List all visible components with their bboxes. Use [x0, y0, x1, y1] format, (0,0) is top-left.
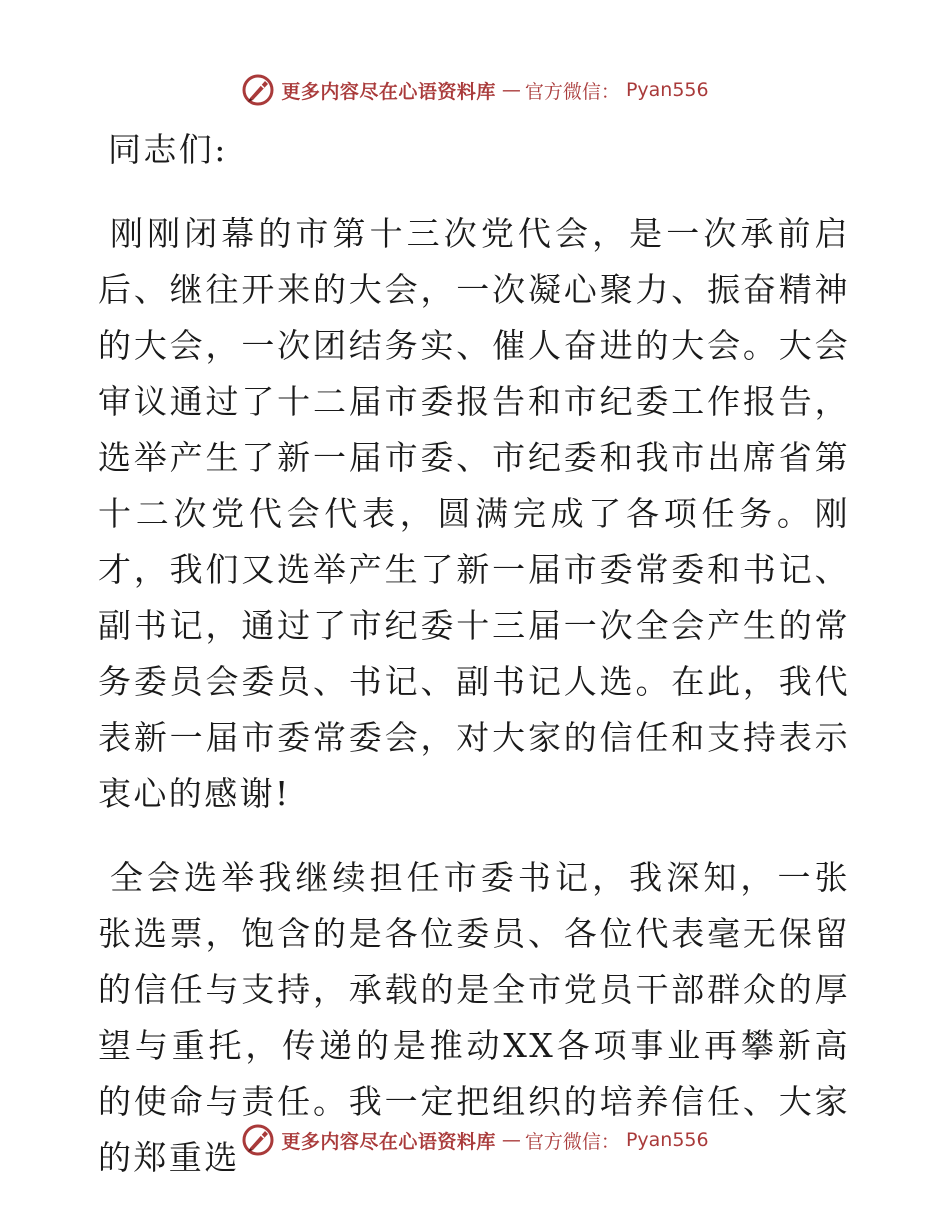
salutation: 同志们: [108, 130, 228, 169]
banner-separator: — [501, 1129, 519, 1151]
banner-contact-label: 官方微信： [524, 80, 620, 103]
quill-pen-logo-icon [241, 73, 275, 107]
header-banner [0, 70, 950, 110]
paragraph-1: 刚刚闭幕的市第十三次党代会，是一次承前启后、继往开来的大会，一次凝心聚力、振奋精神的大会，一次团结务实、催人奋进的大会。大会审议通过了十二届市委报告和市纪委工作报告，选举产生了新一届市委、市纪委和我市出席省第十二次党代会代表，圆满完成了各项任务。刚才，我们又选举产生了新一届市委常委和书记、副书记，通过了市纪委十三届一次全会产生的常务委员会委员、书记、副书记人选。在此，我代表新一届市委常委会，对大家的信任和支持表示衷心的感谢! [98, 214, 850, 813]
document-body [98, 122, 850, 1214]
paragraph-2: 全会选举我继续担任市委书记，我深知，一张张选票，饱含的是各位委员、各位代表毫无保留的信任与支持，承载的是全市党员干部群众的厚望与重托，传递的是推动XX各项事业再攀新高的使命与责任。我一定把组织的培养信任、大家的郑重选 [98, 858, 850, 1177]
footer-banner [0, 1120, 950, 1160]
banner-contact-id: Pyan556 [625, 1129, 709, 1151]
banner-contact-id: Pyan556 [625, 79, 709, 101]
banner-brand: 更多内容尽在心语资料库 [281, 1130, 496, 1153]
quill-pen-logo-icon [241, 1123, 275, 1157]
banner-separator: — [501, 79, 519, 101]
banner-contact-label: 官方微信： [524, 1130, 620, 1153]
banner-brand: 更多内容尽在心语资料库 [281, 80, 496, 103]
